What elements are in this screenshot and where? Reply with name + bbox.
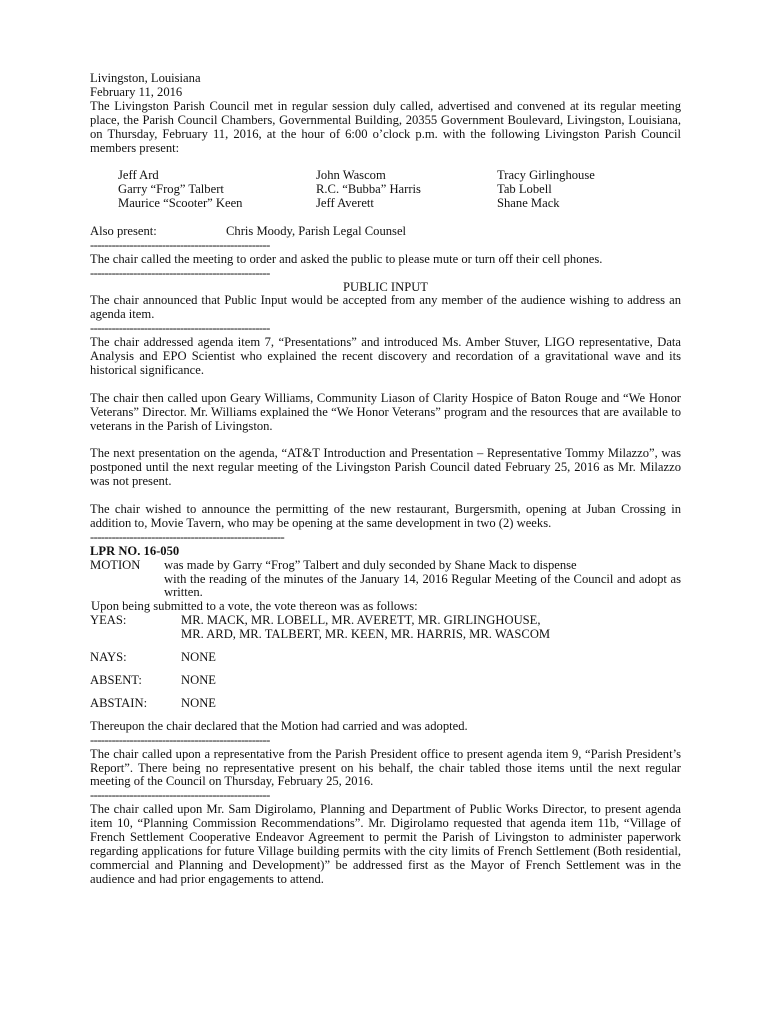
member-name: Maurice “Scooter” Keen: [118, 196, 243, 211]
nays-row: [90, 651, 681, 665]
intro-paragraph: The Livingston Parish Council met in regular session duly called, advertised and convened at its regular meeting place, the Parish Council Chambers, Governmental Building, 20355 Government Boulevard, Livingston, Louisiana, on Thursday, February 11, 2016, at the hour of 6:00 o’clock p.m. with the following Livingston Parish Council members present:: [90, 98, 681, 155]
header-location: Livingston, Louisiana: [90, 71, 201, 85]
nays-label: NAYS:: [90, 650, 127, 665]
member-name: Tab Lobell: [497, 182, 552, 197]
minutes-page: [90, 72, 681, 887]
absent-value: NONE: [181, 672, 216, 687]
member-name: Garry “Frog” Talbert: [118, 182, 224, 197]
separator: --------------------------------------------------: [90, 266, 270, 280]
separator: ------------------------------------------------------: [90, 530, 285, 544]
also-present-label: Also present:: [90, 223, 157, 238]
separator: --------------------------------------------------: [90, 789, 270, 803]
member-name: Tracy Girlinghouse: [497, 168, 595, 183]
presentation-paragraph: The chair addressed agenda item 7, “Presentations” and introduced Ms. Amber Stuver, LIGO representative, Data Analysis and EPO Scientist who explained the recent discovery and recordation of a gravitational wave and its historical significance.: [90, 335, 681, 377]
member-name: Shane Mack: [497, 196, 560, 211]
presidents-report: The chair called upon a representative from the Parish President office to present agenda item 9, “Parish President’s Report”. There being no representative present on his behalf, the chair tabled those items until the next regular meeting of the Council on Thursday, February 25, 2016.: [90, 746, 681, 789]
motion-text-first: was made by Garry “Frog” Talbert and duly seconded by Shane Mack to dispense: [164, 557, 577, 572]
motion-lead: MOTION: [90, 557, 141, 572]
vote-intro: Upon being submitted to a vote, the vote thereon was as follows:: [91, 599, 418, 614]
separator: --------------------------------------------------: [90, 322, 270, 336]
member-name: R.C. “Bubba” Harris: [316, 182, 421, 197]
member-name: Jeff Ard: [118, 168, 159, 183]
yeas-row: [90, 614, 681, 642]
absent-row: [90, 674, 681, 688]
yeas-line-2: MR. ARD, MR. TALBERT, MR. KEEN, MR. HARRIS, MR. WASCOM: [181, 627, 551, 642]
call-to-order: The chair called the meeting to order and asked the public to please mute or turn off their cell phones.: [90, 251, 603, 266]
abstain-value: NONE: [181, 695, 216, 710]
motion-block: [90, 559, 681, 573]
nays-value: NONE: [181, 650, 216, 665]
separator: --------------------------------------------------: [90, 238, 270, 252]
planning-paragraph: The chair called upon Mr. Sam Digirolamo, Planning and Department of Public Works Director, to present agenda item 10, “Planning Commission Recommendations”. Mr. Digirolamo requested that agenda item 11b, “Village of French Settlement Cooperative Endeavor Agreement to permit the Parish of Livingston to administer paperwork regarding applications for future Village building permits with the city limits of French Settlement (Both residential, commercial and Planning and Development)” be addressed first as the Mayor of French Settlement was in the audience and had prior engagements to attend.: [90, 802, 681, 886]
presentation-paragraph: The chair wished to announce the permitting of the new restaurant, Burgersmith, opening at Juban Crossing in addition to, Movie Tavern, who may be opening at the same development in two (2) weeks.: [90, 502, 681, 530]
motion-number: LPR NO. 16-050: [90, 543, 180, 558]
public-input-text: The chair announced that Public Input would be accepted from any member of the audience wishing to address an agenda item.: [90, 293, 681, 322]
member-name: John Wascom: [316, 168, 386, 183]
presentation-paragraph: The chair then called upon Geary Williams, Community Liason of Clarity Hospice of Baton Rouge and “We Honor Veterans” Director. Mr. Williams explained the “We Honor Veterans” program and the resources that are available to veterans in the Parish of Livingston.: [90, 390, 681, 433]
abstain-row: [90, 697, 681, 711]
motion-text-rest: with the reading of the minutes of the January 14, 2016 Regular Meeting of the Council and adopt as written.: [164, 571, 681, 600]
also-present-value: Chris Moody, Parish Legal Counsel: [226, 223, 407, 238]
public-input-heading: PUBLIC INPUT: [342, 279, 428, 294]
members-list: [90, 169, 681, 211]
abstain-label: ABSTAIN:: [90, 695, 148, 710]
motion-result: Thereupon the chair declared that the Motion had carried and was adopted.: [90, 718, 468, 733]
member-name: Jeff Averett: [316, 196, 374, 211]
presentation-paragraph: The next presentation on the agenda, “AT&T Introduction and Presentation – Representative Tommy Milazzo”, was postponed until the next regular meeting of the Livingston Parish Council dated February 25, 2016 as Mr. Milazzo was not present.: [90, 446, 681, 489]
header-date: February 11, 2016: [90, 84, 183, 99]
separator: --------------------------------------------------: [90, 733, 270, 747]
yeas-line-1: MR. MACK, MR. LOBELL, MR. AVERETT, MR. GIRLINGHOUSE,: [181, 613, 541, 628]
absent-label: ABSENT:: [90, 672, 142, 687]
also-present: [90, 225, 681, 239]
yeas-label: YEAS:: [90, 613, 127, 628]
